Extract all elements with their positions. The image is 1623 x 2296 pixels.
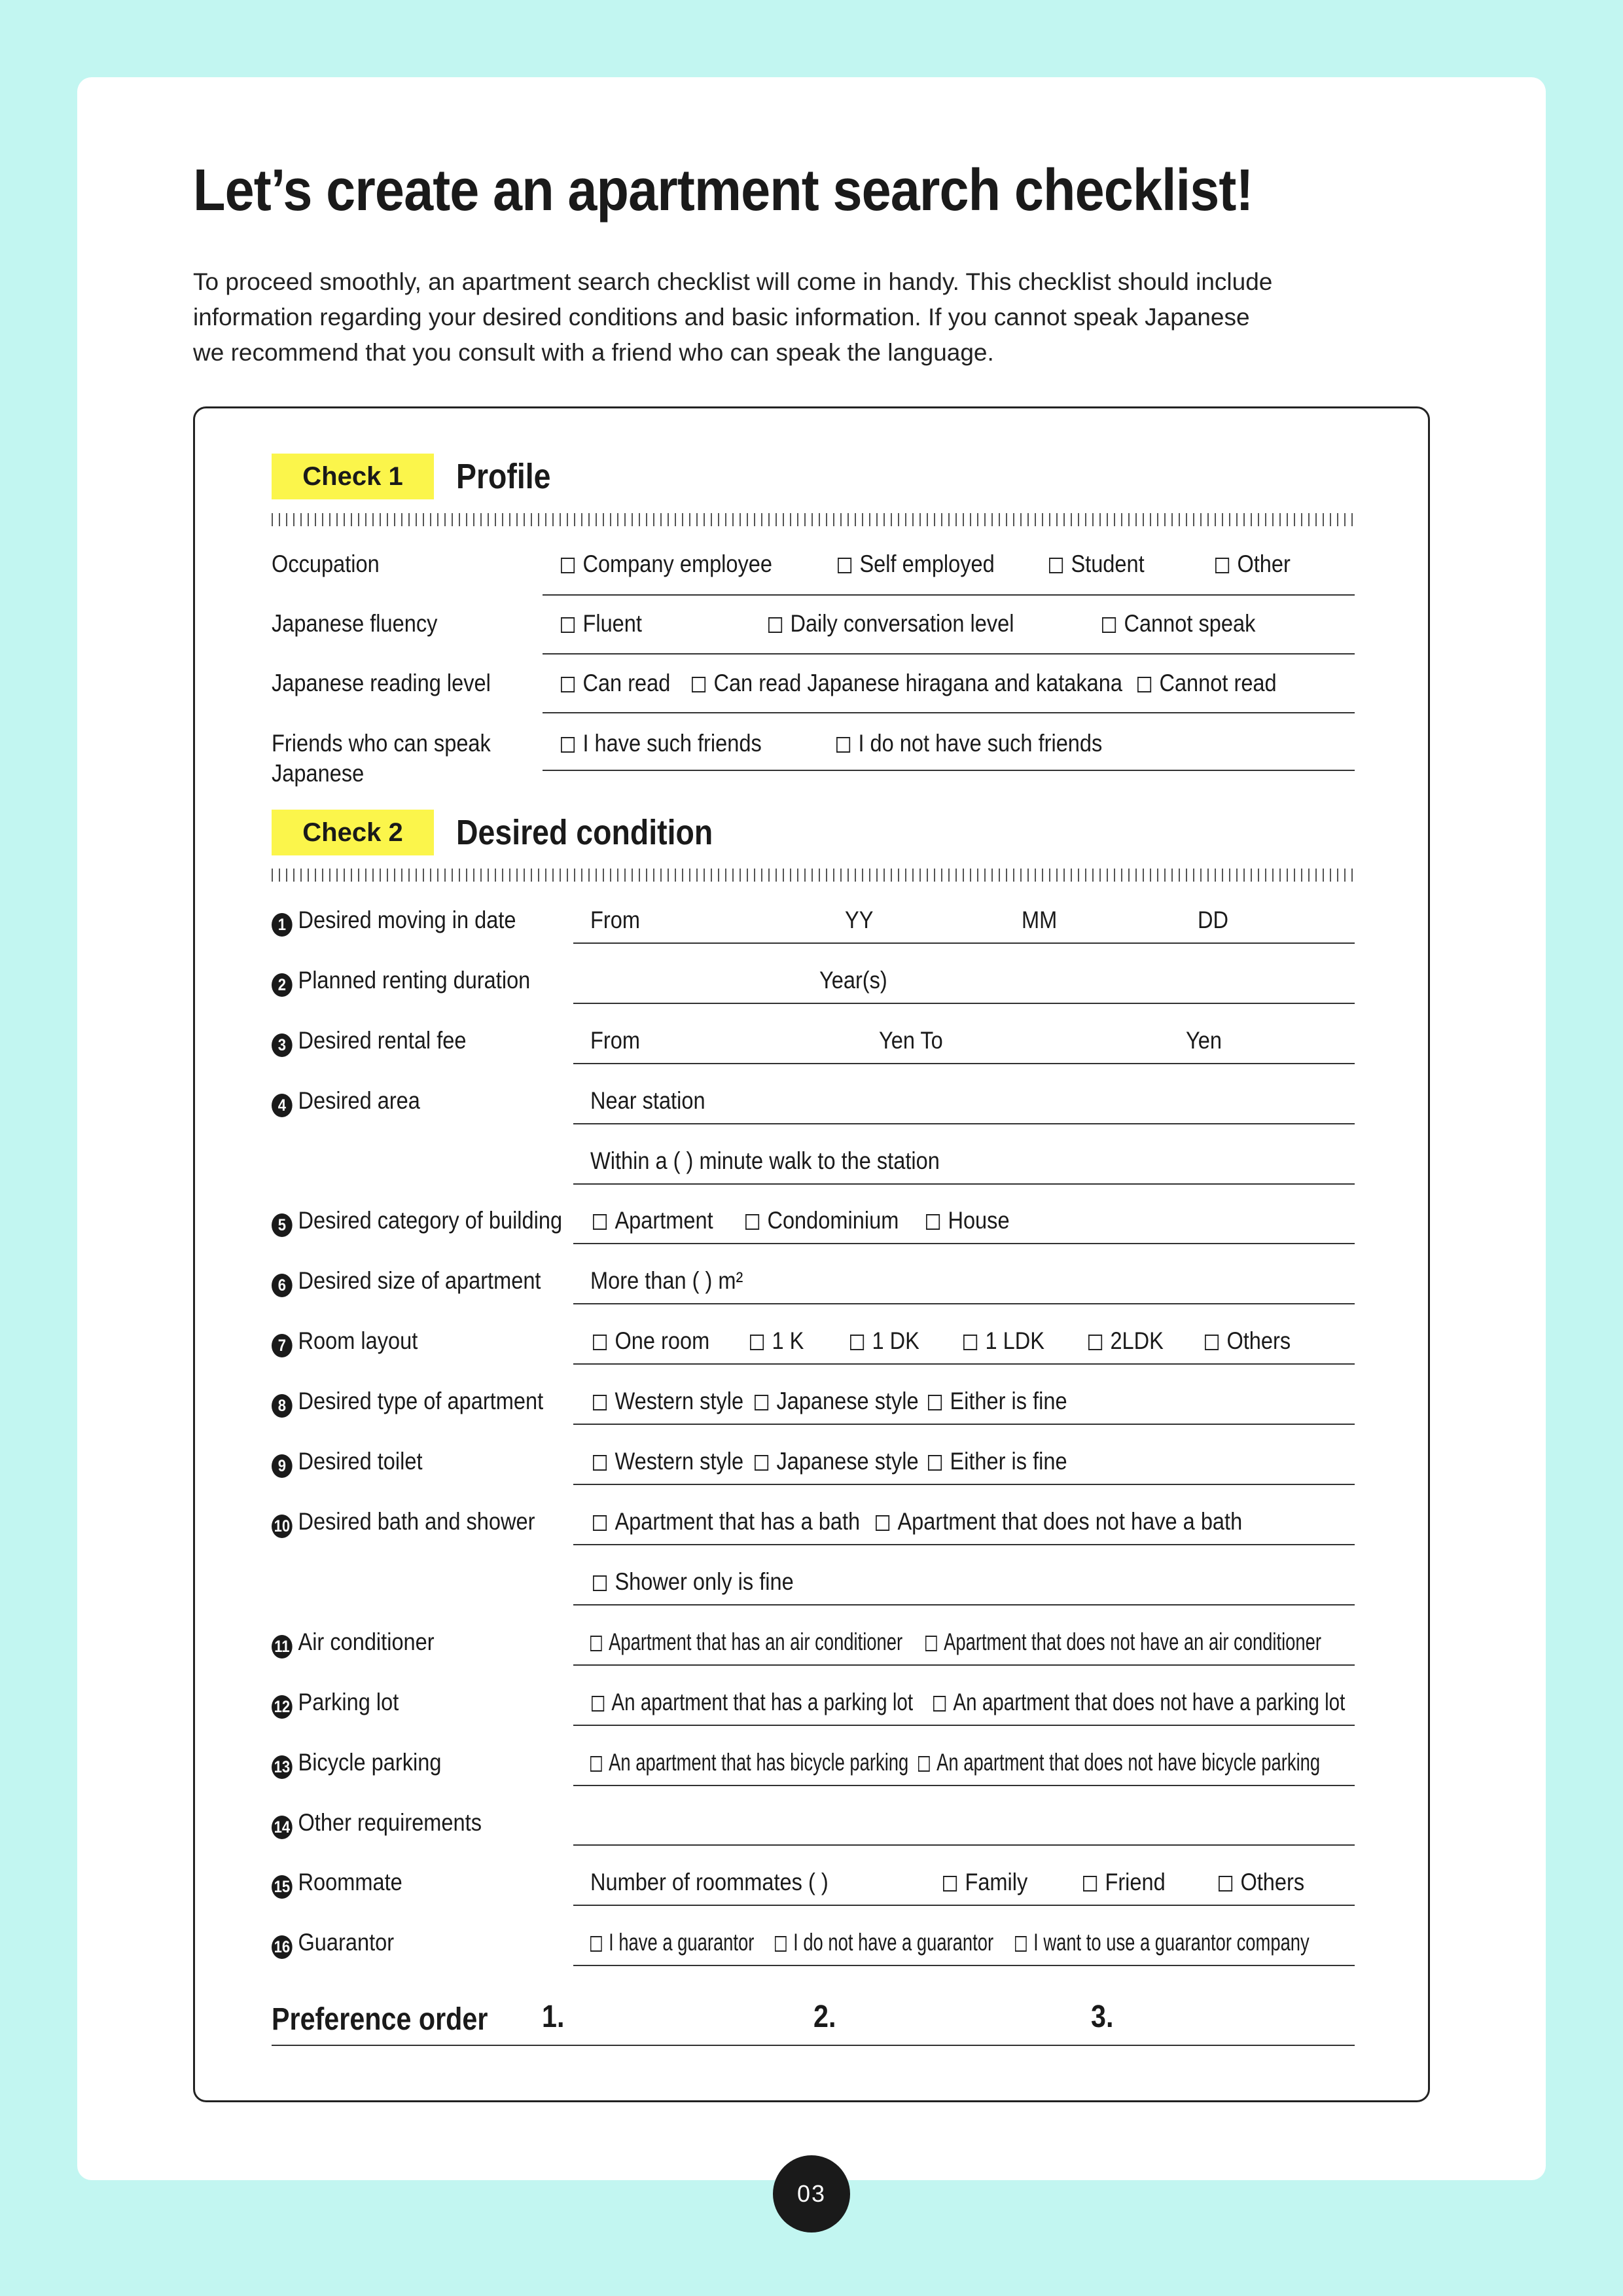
walk-minutes-text: Within a ( ) minute walk to the station bbox=[590, 1147, 940, 1174]
checkbox[interactable] bbox=[1015, 1936, 1027, 1952]
preference-order-label: Preference order bbox=[272, 2002, 488, 2037]
checkbox[interactable] bbox=[755, 1455, 768, 1471]
layout-option-1ldk[interactable]: 1 LDK bbox=[963, 1327, 1044, 1355]
occupation-option-student[interactable]: Student bbox=[1049, 550, 1145, 579]
number-badge: 10 bbox=[272, 1515, 293, 1538]
checkbox[interactable] bbox=[593, 1395, 607, 1410]
near-station-text: Near station bbox=[590, 1087, 705, 1114]
fluency-option-cannot[interactable]: Cannot speak bbox=[1102, 609, 1255, 638]
rental-fee-yen: Yen bbox=[1186, 1027, 1222, 1054]
row-divider bbox=[573, 1725, 1355, 1726]
reading-option-can-read[interactable]: Can read bbox=[561, 669, 670, 698]
checkbox[interactable] bbox=[925, 1636, 937, 1651]
check2-title: Desired condition bbox=[456, 813, 713, 852]
preference-third: 3. bbox=[1091, 2000, 1114, 2034]
apartment-type-option-japanese[interactable]: Japanese style bbox=[755, 1387, 919, 1416]
layout-option-1k[interactable]: 1 K bbox=[750, 1327, 804, 1355]
bath-shower-label: 10 Desired bath and shower bbox=[272, 1507, 535, 1538]
guarantor-option-have[interactable]: I have a guarantor bbox=[590, 1928, 754, 1957]
roommate-count-text: Number of roommates ( ) bbox=[590, 1869, 829, 1895]
parking-option-has[interactable]: An apartment that has a parking lot bbox=[592, 1688, 913, 1717]
checkbox[interactable] bbox=[561, 617, 575, 633]
roommate-option-friend[interactable]: Friend bbox=[1083, 1868, 1166, 1897]
number-badge: 11 bbox=[272, 1635, 293, 1659]
apartment-size-text: More than ( ) m² bbox=[590, 1267, 743, 1294]
bath-option-shower-only[interactable]: Shower only is fine bbox=[593, 1568, 794, 1596]
number-badge: 14 bbox=[272, 1816, 293, 1839]
apartment-type-label: 8 Desired type of apartment bbox=[272, 1387, 543, 1418]
fluency-option-fluent[interactable]: Fluent bbox=[561, 609, 642, 638]
row-divider bbox=[573, 1544, 1355, 1545]
intro-line-2: information regarding your desired conditions and basic information. If you cannot speak Japanese bbox=[193, 304, 1250, 331]
reading-label: Japanese reading level bbox=[272, 670, 491, 696]
moving-date-label: 1 Desired moving in date bbox=[272, 906, 516, 937]
preference-first: 1. bbox=[542, 2000, 565, 2034]
checkbox[interactable] bbox=[1137, 677, 1151, 692]
air-conditioner-label: 11 Air conditioner bbox=[272, 1628, 435, 1659]
checkbox[interactable] bbox=[963, 1335, 977, 1350]
layout-option-2ldk[interactable]: 2LDK bbox=[1088, 1327, 1164, 1355]
checkbox[interactable] bbox=[928, 1455, 942, 1471]
row-divider bbox=[573, 1424, 1355, 1425]
preference-order-field[interactable] bbox=[272, 2045, 1355, 2046]
occupation-option-company[interactable]: Company employee bbox=[561, 550, 772, 579]
row-divider bbox=[573, 1905, 1355, 1906]
checkbox[interactable] bbox=[755, 1395, 768, 1410]
row-divider bbox=[573, 1363, 1355, 1365]
friends-label-line-1: Friends who can speak bbox=[272, 730, 491, 757]
checkbox[interactable] bbox=[838, 558, 851, 573]
bicycle-option-not-have[interactable]: An apartment that does not have bicycle parking bbox=[918, 1748, 1320, 1777]
checkbox[interactable] bbox=[592, 1696, 604, 1712]
ac-option-not-have[interactable]: Apartment that does not have an air conditioner bbox=[925, 1628, 1321, 1657]
reading-option-cannot[interactable]: Cannot read bbox=[1137, 669, 1277, 698]
guarantor-option-company[interactable]: I want to use a guarantor company bbox=[1015, 1928, 1310, 1957]
check1-divider bbox=[272, 513, 1355, 526]
rental-fee-from: From bbox=[590, 1027, 640, 1054]
number-badge: 8 bbox=[272, 1394, 293, 1418]
check1-title: Profile bbox=[456, 457, 551, 496]
number-badge: 9 bbox=[272, 1454, 293, 1478]
roommate-label: 15 Roommate bbox=[272, 1868, 402, 1899]
number-badge: 4 bbox=[272, 1094, 293, 1117]
toilet-option-japanese[interactable]: Japanese style bbox=[755, 1447, 919, 1476]
building-option-condominium[interactable]: Condominium bbox=[745, 1206, 899, 1235]
building-option-house[interactable]: House bbox=[926, 1206, 1010, 1235]
intro-line-3: we recommend that you consult with a friend who can speak the language. bbox=[193, 339, 994, 366]
number-badge: 2 bbox=[272, 973, 293, 997]
layout-option-1dk[interactable]: 1 DK bbox=[850, 1327, 919, 1355]
bath-option-has-bath[interactable]: Apartment that has a bath bbox=[593, 1507, 860, 1536]
friends-option-not-have[interactable]: I do not have such friends bbox=[836, 729, 1102, 758]
number-badge: 13 bbox=[272, 1755, 293, 1779]
number-badge: 3 bbox=[272, 1033, 293, 1057]
checkbox[interactable] bbox=[928, 1395, 942, 1410]
checkbox[interactable] bbox=[745, 1214, 759, 1230]
occupation-option-other[interactable]: Other bbox=[1215, 550, 1291, 579]
checkbox[interactable] bbox=[590, 1756, 602, 1772]
row-divider bbox=[573, 1243, 1355, 1244]
checklist-box bbox=[193, 406, 1430, 2102]
checkbox[interactable] bbox=[692, 677, 705, 692]
apartment-type-option-western[interactable]: Western style bbox=[593, 1387, 743, 1416]
rental-fee-yen-to: Yen To bbox=[879, 1027, 943, 1054]
checkbox[interactable] bbox=[918, 1756, 930, 1772]
roommate-option-others[interactable]: Others bbox=[1219, 1868, 1304, 1897]
checkbox[interactable] bbox=[593, 1335, 607, 1350]
roommate-option-family[interactable]: Family bbox=[943, 1868, 1027, 1897]
renting-duration-label: 2 Planned renting duration bbox=[272, 966, 530, 997]
checkbox[interactable] bbox=[593, 1515, 607, 1531]
toilet-label: 9 Desired toilet bbox=[272, 1447, 423, 1478]
toilet-option-either[interactable]: Either is fine bbox=[928, 1447, 1067, 1476]
moving-date-dd: DD bbox=[1198, 906, 1229, 933]
room-layout-label: 7 Room layout bbox=[272, 1327, 418, 1357]
checkbox[interactable] bbox=[1088, 1335, 1102, 1350]
intro-paragraph bbox=[193, 264, 1371, 370]
row-divider bbox=[573, 1604, 1355, 1605]
page-number: 03 bbox=[773, 2155, 850, 2233]
fluency-option-daily[interactable]: Daily conversation level bbox=[768, 609, 1014, 638]
checkbox[interactable] bbox=[768, 617, 782, 633]
checkbox[interactable] bbox=[1102, 617, 1116, 633]
page-title: Let’s create an apartment search checklist! bbox=[193, 158, 1253, 223]
other-requirements-label: 14 Other requirements bbox=[272, 1808, 482, 1839]
toilet-option-western[interactable]: Western style bbox=[593, 1447, 743, 1476]
checkbox[interactable] bbox=[593, 1455, 607, 1471]
checkbox[interactable] bbox=[1219, 1876, 1232, 1892]
checkbox[interactable] bbox=[590, 1636, 602, 1651]
fluency-label: Japanese fluency bbox=[272, 610, 438, 637]
renting-duration-field[interactable] bbox=[573, 1003, 1355, 1004]
moving-date-field[interactable] bbox=[573, 942, 1355, 944]
number-badge: 12 bbox=[272, 1695, 293, 1719]
layout-option-others[interactable]: Others bbox=[1205, 1327, 1291, 1355]
checkbox[interactable] bbox=[876, 1515, 889, 1531]
number-badge: 16 bbox=[272, 1935, 293, 1959]
number-badge: 5 bbox=[272, 1213, 293, 1237]
row-divider bbox=[543, 653, 1355, 655]
number-badge: 6 bbox=[272, 1274, 293, 1297]
bath-option-no-bath[interactable]: Apartment that does not have a bath bbox=[876, 1507, 1242, 1536]
checkbox[interactable] bbox=[750, 1335, 764, 1350]
bicycle-option-has[interactable]: An apartment that has bicycle parking bbox=[590, 1748, 908, 1777]
near-station-field[interactable] bbox=[573, 1123, 1355, 1124]
moving-date-mm: MM bbox=[1022, 906, 1058, 933]
bicycle-parking-label: 13 Bicycle parking bbox=[272, 1748, 441, 1779]
check2-divider bbox=[272, 869, 1355, 882]
number-badge: 15 bbox=[272, 1875, 293, 1899]
parking-option-not-have[interactable]: An apartment that does not have a parking lot bbox=[933, 1688, 1345, 1717]
guarantor-label: 16 Guarantor bbox=[272, 1928, 394, 1959]
check1-badge: Check 1 bbox=[272, 454, 434, 499]
ac-option-has[interactable]: Apartment that has an air conditioner bbox=[590, 1628, 902, 1657]
occupation-option-self-employed[interactable]: Self employed bbox=[838, 550, 995, 579]
checkbox[interactable] bbox=[561, 737, 575, 753]
checkbox[interactable] bbox=[593, 1214, 607, 1230]
building-category-label: 5 Desired category of building bbox=[272, 1206, 562, 1237]
number-badge: 1 bbox=[272, 913, 293, 937]
occupation-label: Occupation bbox=[272, 550, 380, 577]
layout-option-one-room[interactable]: One room bbox=[593, 1327, 709, 1355]
apartment-size-label: 6 Desired size of apartment bbox=[272, 1266, 541, 1297]
renting-duration-years: Year(s) bbox=[819, 967, 887, 994]
friends-label-line-2: Japanese bbox=[272, 760, 365, 787]
preference-second: 2. bbox=[813, 2000, 836, 2034]
check2-badge: Check 2 bbox=[272, 810, 434, 855]
checkbox[interactable] bbox=[561, 677, 575, 692]
intro-line-1: To proceed smoothly, an apartment search checklist will come in handy. This checklist should include bbox=[193, 268, 1273, 295]
building-option-apartment[interactable]: Apartment bbox=[593, 1206, 713, 1235]
checkbox[interactable] bbox=[561, 558, 575, 573]
checkbox[interactable] bbox=[926, 1214, 940, 1230]
reading-option-kana[interactable]: Can read Japanese hiragana and katakana bbox=[692, 669, 1122, 698]
parking-lot-label: 12 Parking lot bbox=[272, 1688, 399, 1719]
checkbox[interactable] bbox=[593, 1575, 607, 1591]
row-divider bbox=[543, 770, 1355, 771]
guarantor-option-not-have[interactable]: I do not have a guarantor bbox=[775, 1928, 993, 1957]
walk-minutes-field[interactable] bbox=[573, 1183, 1355, 1185]
checkbox[interactable] bbox=[850, 1335, 864, 1350]
number-badge: 7 bbox=[272, 1334, 293, 1357]
rental-fee-label: 3 Desired rental fee bbox=[272, 1026, 466, 1057]
checkbox[interactable] bbox=[1215, 558, 1229, 573]
checkbox[interactable] bbox=[943, 1876, 957, 1892]
row-divider bbox=[543, 712, 1355, 713]
checkbox[interactable] bbox=[933, 1696, 946, 1712]
checkbox[interactable] bbox=[836, 737, 850, 753]
moving-date-from: From bbox=[590, 906, 640, 933]
apartment-type-option-either[interactable]: Either is fine bbox=[928, 1387, 1067, 1416]
checkbox[interactable] bbox=[775, 1936, 787, 1952]
checkbox[interactable] bbox=[1205, 1335, 1219, 1350]
row-divider bbox=[573, 1785, 1355, 1786]
rental-fee-field[interactable] bbox=[573, 1063, 1355, 1064]
row-divider bbox=[573, 1965, 1355, 1966]
friends-option-have[interactable]: I have such friends bbox=[561, 729, 762, 758]
checkbox[interactable] bbox=[1083, 1876, 1097, 1892]
row-divider bbox=[573, 1664, 1355, 1666]
row-divider bbox=[543, 594, 1355, 596]
desired-area-label: 4 Desired area bbox=[272, 1086, 420, 1117]
checkbox[interactable] bbox=[1049, 558, 1063, 573]
checkbox[interactable] bbox=[590, 1936, 602, 1952]
moving-date-yy: YY bbox=[845, 906, 874, 933]
other-requirements-field[interactable] bbox=[573, 1844, 1355, 1846]
apartment-size-field[interactable] bbox=[573, 1303, 1355, 1304]
row-divider bbox=[573, 1484, 1355, 1485]
